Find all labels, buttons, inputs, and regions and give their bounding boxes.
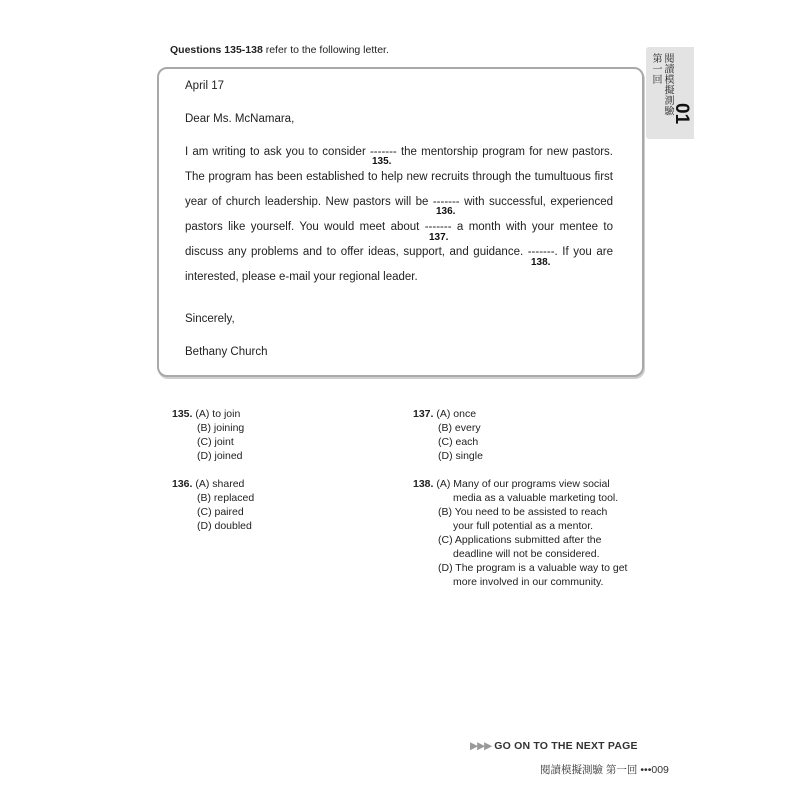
option-d[interactable]: (D) single bbox=[438, 450, 483, 462]
side-tab-number: 01 bbox=[671, 103, 692, 125]
option-a[interactable]: (A) once bbox=[436, 408, 477, 420]
section-side-tab bbox=[646, 47, 694, 139]
letter-greeting: Dear Ms. McNamara, bbox=[185, 113, 295, 125]
option-b[interactable]: (B) joining bbox=[197, 422, 245, 434]
side-tab-line1: 第一回 bbox=[650, 53, 661, 85]
go-next-label: GO ON TO THE NEXT PAGE bbox=[494, 740, 638, 752]
option-c[interactable]: (C) Applications submitted after the bbox=[438, 534, 602, 546]
option-b[interactable]: (B) You need to be assisted to reach bbox=[438, 506, 608, 518]
option-b[interactable]: (B) replaced bbox=[197, 492, 255, 504]
letter-signature: Bethany Church bbox=[185, 346, 268, 358]
letter-line-5: discuss any problems and to offer ideas, support, and guidance. -------. If you are bbox=[185, 246, 613, 258]
option-b-cont[interactable]: your full potential as a mentor. bbox=[453, 520, 594, 532]
option-c[interactable]: (C) each bbox=[438, 436, 479, 448]
question-range: Questions 135-138 bbox=[170, 44, 263, 56]
option-a[interactable]: (A) Many of our programs view social bbox=[436, 478, 610, 490]
questions-header bbox=[170, 44, 389, 56]
option-d[interactable]: (D) The program is a valuable way to get bbox=[438, 562, 628, 574]
option-a[interactable]: (A) to join bbox=[195, 408, 241, 420]
blank-137: 137. bbox=[429, 232, 449, 243]
letter-date: April 17 bbox=[185, 80, 224, 92]
question-number: 136. bbox=[172, 478, 193, 490]
header-rest: refer to the following letter. bbox=[262, 44, 389, 56]
letter-line-3: year of church leadership. New pastors will be ------- with successful, experienced bbox=[185, 196, 613, 208]
side-tab-line2: 閱讀模擬測驗 bbox=[662, 53, 673, 116]
question-number: 138. bbox=[413, 478, 434, 490]
letter-line-1: I am writing to ask you to consider ------- the mentorship program for new pastors. bbox=[185, 146, 613, 158]
blank-138: 138. bbox=[531, 257, 551, 268]
option-d[interactable]: (D) doubled bbox=[197, 520, 252, 532]
question-number: 137. bbox=[413, 408, 434, 420]
footer-section: 閱讀模擬測驗 第一回 bbox=[540, 764, 638, 776]
question-number: 135. bbox=[172, 408, 193, 420]
letter-line-6: interested, please e-mail your regional leader. bbox=[185, 271, 418, 283]
option-c[interactable]: (C) joint bbox=[197, 436, 234, 448]
triple-arrow-icon: ▶▶▶ bbox=[470, 740, 492, 752]
letter-closing: Sincerely, bbox=[185, 313, 235, 325]
letter-line-4: pastors like yourself. You would meet about ------- a month with your mentee to bbox=[185, 221, 613, 233]
question-135 bbox=[172, 408, 240, 420]
option-a[interactable]: (A) shared bbox=[195, 478, 245, 490]
blank-135: 135. bbox=[372, 156, 392, 167]
option-c-cont[interactable]: deadline will not be considered. bbox=[453, 548, 600, 560]
question-138 bbox=[413, 478, 610, 490]
option-b[interactable]: (B) every bbox=[438, 422, 481, 434]
letter-line-2: The program has been established to help new recruits through the tumultuous first bbox=[185, 171, 613, 183]
go-next-page bbox=[470, 740, 638, 752]
blank-136: 136. bbox=[436, 206, 456, 217]
option-d[interactable]: (D) joined bbox=[197, 450, 243, 462]
page-footer bbox=[540, 762, 669, 777]
question-136 bbox=[172, 478, 244, 490]
option-a-cont[interactable]: media as a valuable marketing tool. bbox=[453, 492, 619, 504]
footer-dots: ••• bbox=[640, 764, 652, 776]
page-number: 009 bbox=[651, 764, 669, 776]
option-c[interactable]: (C) paired bbox=[197, 506, 244, 518]
option-d-cont[interactable]: more involved in our community. bbox=[453, 576, 604, 588]
question-137 bbox=[413, 408, 476, 420]
